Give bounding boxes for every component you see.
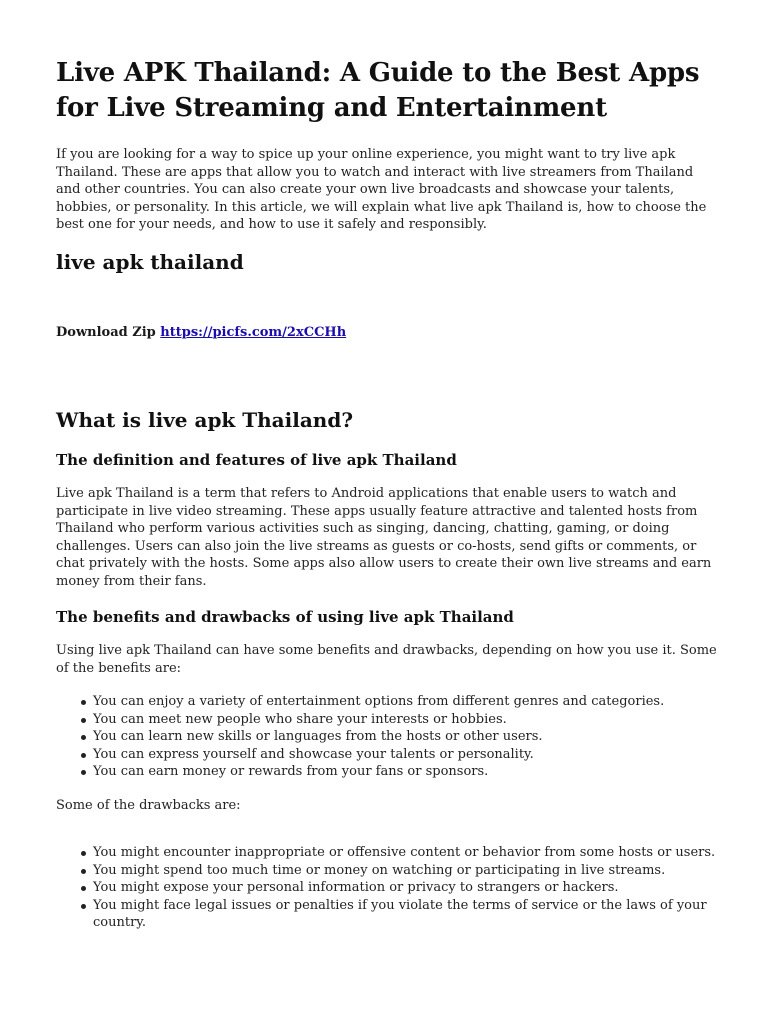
download-link[interactable]: https://picfs.com/2xCCHh	[160, 325, 347, 340]
list-item: You can learn new skills or languages from the hosts or other users.	[56, 728, 720, 746]
benefits-intro: Using live apk Thailand can have some benefits and drawbacks, depending on how you use it. Some of the benefits are:	[56, 643, 717, 676]
drawbacks-list	[56, 844, 720, 932]
list-item: You can meet new people who share your interests or hobbies.	[56, 711, 720, 729]
keyword-heading: live apk thailand	[56, 250, 244, 274]
intro-paragraph: If you are looking for a way to spice up your online experience, you might want to try live apk Thailand. These are apps that allow you to watch and interact with live streamers from Thailand and other countries. You can also create your own live broadcasts and showcase your talents, hobbies, or personality. In this article, we will explain what live apk Thailand is, how to choose the best one for your needs, and how to use it safely and responsibly.	[56, 147, 707, 233]
list-item: You can enjoy a variety of entertainment options from different genres and categories.	[56, 693, 720, 711]
section-heading-what: What is live apk Thailand?	[56, 408, 354, 432]
definition-paragraph: Live apk Thailand is a term that refers to Android applications that enable users to watch and participate in live video streaming. These apps usually feature attractive and talented hosts from Thailand who perform various activities such as singing, dancing, chatting, gaming, or doing challenges. Users can also join the live streams as guests or co-hosts, send gifts or comments, or chat privately with the hosts. Some apps also allow users to create their own live streams and earn money from their fans.	[56, 486, 712, 589]
drawbacks-intro: Some of the drawbacks are:	[56, 798, 241, 813]
benefits-heading: The benefits and drawbacks of using live apk Thailand	[56, 608, 514, 626]
download-label: Download Zip	[56, 325, 156, 340]
definition-heading: The definition and features of live apk Thailand	[56, 451, 457, 469]
list-item: You might encounter inappropriate or offensive content or behavior from some hosts or users.	[56, 844, 720, 862]
list-item: You might spend too much time or money on watching or participating in live streams.	[56, 862, 720, 880]
list-item: You might expose your personal information or privacy to strangers or hackers.	[56, 879, 720, 897]
list-item: You can express yourself and showcase your talents or personality.	[56, 746, 720, 764]
page-title: Live APK Thailand: A Guide to the Best Apps for Live Streaming and Entertainment	[56, 58, 700, 123]
benefits-list	[56, 693, 720, 781]
download-line	[56, 324, 720, 342]
list-item: You can earn money or rewards from your fans or sponsors.	[56, 763, 720, 781]
list-item: You might face legal issues or penalties if you violate the terms of service or the laws of your country.	[56, 897, 720, 932]
